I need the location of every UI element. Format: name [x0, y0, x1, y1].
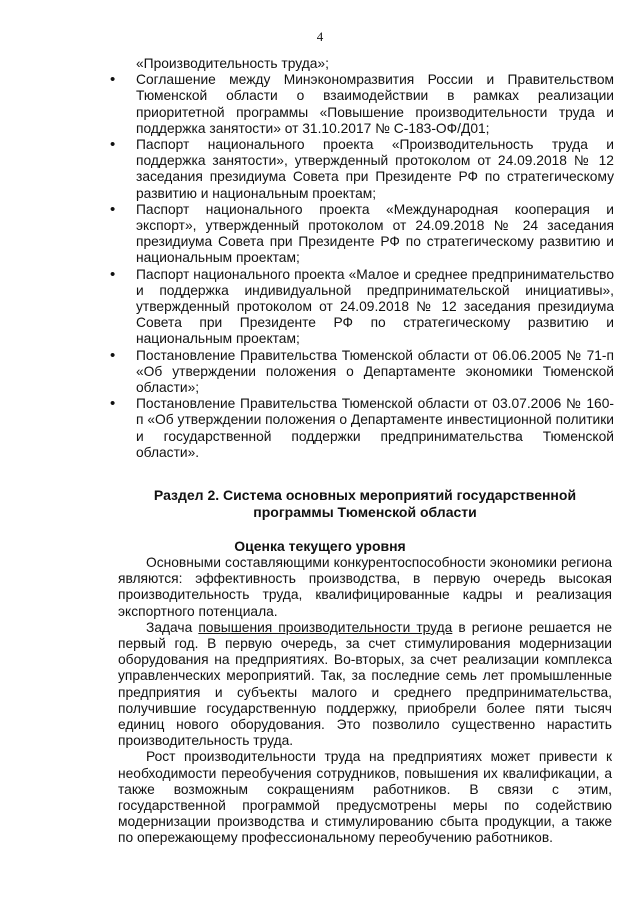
paragraph-text: в регионе решается не первый год. В первую очередь, за счет стимулирования модернизации оборудования на предприятиях. Во-вторых, за счет реализации комплекса управленческих мероприятий. Так, за последние семь лет промышленные предприятия и субъекты малого и среднего предпринимательства, получившие государственную поддержку, приобрели более пяти тысяч единиц нового оборудования. Это позволило существенно нарастить производительность труда.: [118, 619, 612, 749]
list-item-text: Паспорт национального проекта «Международная кооперация и экспорт», утвержденный протоколом от 24.09.2018 № 24 заседания президиума Совета при Президенте РФ по стратегическому развитию и национальным проектам;: [136, 201, 614, 266]
page-number: 4: [316, 29, 324, 44]
sub-heading: Оценка текущего уровня: [234, 538, 406, 554]
paragraph: [118, 620, 612, 750]
list-item: [110, 71, 614, 137]
body-text: [118, 555, 612, 847]
list-item-text: Паспорт национального проекта «Малое и среднее предпринимательство и поддержка индивидуальной предпринимательской инициативы», утвержденный протоколом от 24.09.2018 № 12 заседания президиума Совета при Президенте РФ по стратегическому развитию и национальным проектам;: [136, 266, 614, 347]
paragraph: Основными составляющими конкурентоспособности экономики региона являются: эффективность производства, в первую очередь высокая производительность труда, квалифицированные кадры и реализация экспортного потенциала.: [118, 555, 612, 619]
section-heading: Раздел 2. Система основных мероприятий государственной программы Тюменской области: [153, 487, 577, 520]
list-item-text: Паспорт национального проекта «Производительность труда и поддержка занятости», утвержденный протоколом от 24.09.2018 № 12 заседания президиума Совета при Президенте РФ по стратегическому развитию и национальным проектам;: [136, 137, 614, 201]
bullet-icon: •: [110, 71, 116, 89]
list-item: [110, 265, 614, 348]
paragraph-text: Задача: [146, 619, 199, 635]
bullet-icon: •: [110, 265, 116, 283]
legal-basis-list: [110, 56, 614, 461]
list-continuation: «Производительность труда»;: [136, 56, 329, 71]
list-item-text: Соглашение между Минэкономразвития России и Правительством Тюменской области о взаимодействии в рамках реализации приоритетной программы «Повышение производительности труда и поддержка занятости» от 31.10.2017 № С-183-ОФ/Д01;: [136, 72, 614, 136]
list-item: [110, 395, 614, 461]
list-item: [110, 200, 614, 267]
bullet-icon: •: [110, 136, 116, 154]
list-item-text: Постановление Правительства Тюменской области от 06.06.2005 № 71-п «Об утверждении положения о Департаменте экономики Тюменской области»;: [136, 347, 614, 396]
list-item-text: Постановление Правительства Тюменской области от 03.07.2006 № 160-п «Об утверждении положения о Департаменте инвестиционной политики и государственной поддержки предпринимательства Тюменской области».: [136, 396, 614, 460]
underlined-phrase: повышения производительности труда: [198, 619, 453, 635]
list-item: [110, 136, 614, 202]
paragraph: Рост производительности труда на предприятиях может привести к необходимости переобучения сотрудников, повышения их квалификации, а также возможным сокращениям работников. В связи с этим, государственной программой предусмотрены меры по содействию модернизации производства и стимулированию сбыта продукции, а также по опережающему профессиональному переобучению работников.: [118, 749, 612, 846]
bullet-icon: •: [110, 395, 116, 413]
bullet-icon: •: [110, 346, 116, 364]
bullet-icon: •: [110, 200, 116, 218]
list-item: [110, 346, 614, 397]
